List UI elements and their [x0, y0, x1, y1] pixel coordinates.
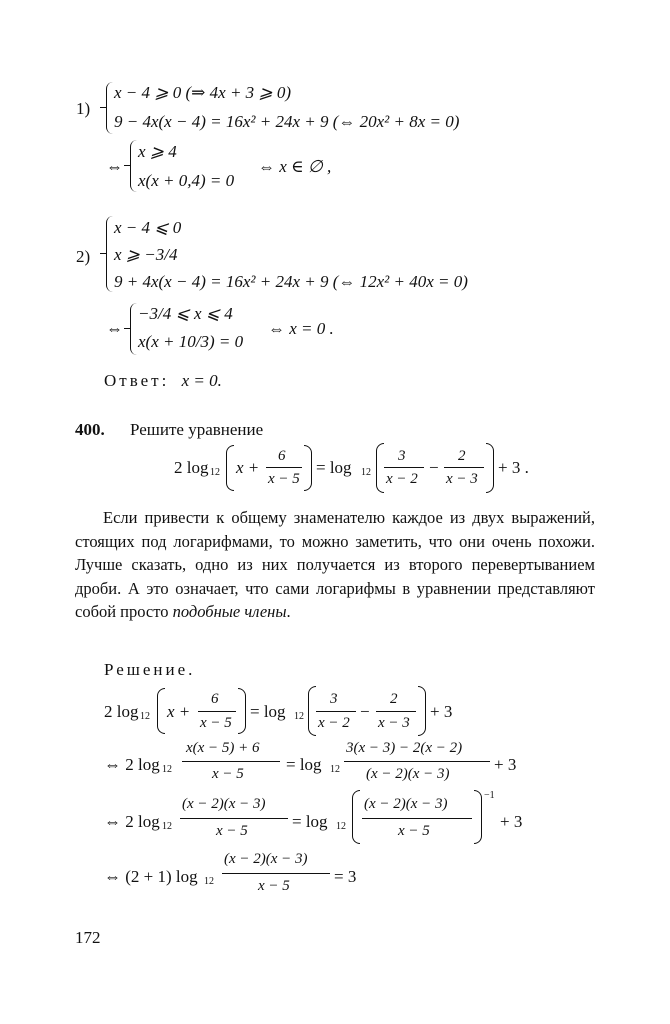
explanation-italic: подобные члены: [172, 602, 287, 621]
s2-left-bar: [182, 761, 280, 762]
eq-frac-1-bar: [266, 467, 302, 468]
eq-log-coef: 2 log: [174, 458, 209, 477]
eq-log-base-1: 12: [210, 467, 220, 478]
s3-lead: ⇔ 2 log: [104, 812, 160, 831]
problem-statement: Решите уравнение: [130, 420, 264, 439]
explanation-end: .: [286, 602, 291, 621]
s1-paren-left-1: [157, 688, 165, 734]
eq-paren-left-2: [376, 443, 384, 493]
eq-frac-3-bar: [444, 467, 484, 468]
s3-left-num: (x − 2)(x − 3): [182, 796, 266, 812]
s3-right-den: x − 5: [398, 823, 430, 839]
s1-frac-1-den: x − 5: [200, 715, 232, 731]
problem-number: 400.: [75, 420, 105, 439]
case-1-equivalence-arrow: ⇔: [106, 157, 123, 176]
eq-frac-1-den: x − 5: [268, 471, 300, 487]
s1-paren-left-2: [308, 686, 316, 736]
case-2-condition-3: 9 + 4x(x − 4) = 16x² + 24x + 9 (⇔ 12x² + 40x = 0): [114, 272, 468, 291]
s4-lead: ⇔ (2 + 1) log: [104, 867, 198, 886]
case-1-label: 1): [76, 99, 91, 118]
eq-frac-3-den: x − 3: [446, 471, 478, 487]
s3-paren-left: [352, 790, 360, 844]
s1-paren-right-1: [238, 688, 246, 734]
explanation-text: Если привести к общему знаменателю каждое из двух выражений, стоящих под логарифмами, то можно заметить, что они очень похожи. Лучше сказать, одно из них получается из второго перевертыванием дроби. А это означает, что сами логарифмы в уравнении представляют собой просто: [75, 508, 595, 621]
s2-right-den: (x − 2)(x − 3): [366, 766, 450, 782]
s2-lead: ⇔ 2 log: [104, 755, 160, 774]
s1-frac-2-num: 3: [330, 691, 338, 707]
case-2-condition-2: x ⩾ −3/4: [114, 245, 178, 264]
case-2-result-condition-1: −3/4 ⩽ x ⩽ 4: [138, 304, 233, 323]
s4-log-base: 12: [204, 876, 214, 887]
s4-bar: [222, 873, 330, 874]
case-2-brace: [106, 216, 113, 292]
s4-den: x − 5: [258, 878, 290, 894]
s2-log-base-1: 12: [162, 764, 172, 775]
s3-log-base-1: 12: [162, 821, 172, 832]
eq-frac-3-num: 2: [458, 448, 466, 464]
answer-label: Ответ:: [104, 371, 170, 390]
s3-exponent: −1: [484, 790, 495, 801]
s1-frac-1-num: 6: [211, 691, 219, 707]
s1-log-base-2: 12: [294, 711, 304, 722]
s1-frac-2-bar: [316, 711, 356, 712]
eq-minus: −: [429, 458, 439, 477]
solution-label: Решение.: [104, 660, 196, 679]
explanation-paragraph: [75, 506, 595, 624]
eq-frac-2-bar: [384, 467, 424, 468]
s4-num: (x − 2)(x − 3): [224, 851, 308, 867]
s1-paren-right-2: [418, 686, 426, 736]
s1-log-coef: 2 log: [104, 702, 139, 721]
case-2-equivalence-arrow: ⇔: [106, 319, 123, 338]
s1-frac-2-den: x − 2: [318, 715, 350, 731]
eq-tail: + 3 .: [498, 458, 529, 477]
s3-right-num: (x − 2)(x − 3): [364, 796, 448, 812]
s4-tail: = 3: [334, 867, 357, 886]
eq-paren-left-1: [226, 445, 234, 491]
s3-log-base-2: 12: [336, 821, 346, 832]
page-number: 172: [75, 928, 101, 947]
answer-value: x = 0.: [181, 371, 222, 390]
case-1-result-condition-2: x(x + 0,4) = 0: [138, 171, 235, 190]
case-1-condition-1: x − 4 ⩾ 0 (⇒ 4x + 3 ⩾ 0): [114, 83, 292, 102]
s1-mid: = log: [250, 702, 286, 721]
s2-mid: = log: [286, 755, 322, 774]
s1-tail: + 3: [430, 702, 453, 721]
s2-left-num: x(x − 5) + 6: [186, 740, 260, 756]
s2-log-base-2: 12: [330, 764, 340, 775]
eq-frac-2-num: 3: [398, 448, 406, 464]
s1-frac-3-num: 2: [390, 691, 398, 707]
case-1-result-condition-1: x ⩾ 4: [138, 142, 177, 161]
case-1-brace: [106, 82, 113, 134]
case-2-result-brace: [130, 303, 137, 355]
s2-tail: + 3: [494, 755, 517, 774]
s3-right-bar: [362, 818, 472, 819]
case-2-result-condition-2: x(x + 10/3) = 0: [138, 332, 244, 351]
s3-paren-right: [474, 790, 482, 844]
s3-left-den: x − 5: [216, 823, 248, 839]
case-1-condition-2: 9 − 4x(x − 4) = 16x² + 24x + 9 (⇔ 20x² + 8x = 0): [114, 112, 460, 131]
answer-line: [104, 372, 222, 389]
s2-right-bar: [344, 761, 490, 762]
s2-left-den: x − 5: [212, 766, 244, 782]
s3-left-bar: [180, 818, 288, 819]
s1-x-plus: x +: [167, 702, 191, 721]
s1-minus: −: [360, 702, 370, 721]
s1-frac-1-bar: [198, 711, 236, 712]
eq-paren-right-2: [486, 443, 494, 493]
case-1-result: ⇔ x ∈ ∅ ,: [258, 157, 332, 176]
s2-right-num: 3(x − 3) − 2(x − 2): [346, 740, 463, 756]
s1-frac-3-bar: [376, 711, 416, 712]
eq-paren-right-1: [304, 445, 312, 491]
case-2-result: ⇔ x = 0 .: [268, 319, 334, 338]
s3-tail: + 3: [500, 812, 523, 831]
eq-mid: = log: [316, 458, 352, 477]
s1-frac-3-den: x − 3: [378, 715, 410, 731]
eq-log-base-2: 12: [361, 467, 371, 478]
eq-frac-2-den: x − 2: [386, 471, 418, 487]
eq-frac-1-num: 6: [278, 448, 286, 464]
s3-mid: = log: [292, 812, 328, 831]
case-1-result-brace: [130, 140, 137, 192]
eq-x-plus: x +: [236, 458, 260, 477]
case-2-condition-1: x − 4 ⩽ 0: [114, 218, 182, 237]
case-2-label: 2): [76, 247, 91, 266]
s1-log-base-1: 12: [140, 711, 150, 722]
